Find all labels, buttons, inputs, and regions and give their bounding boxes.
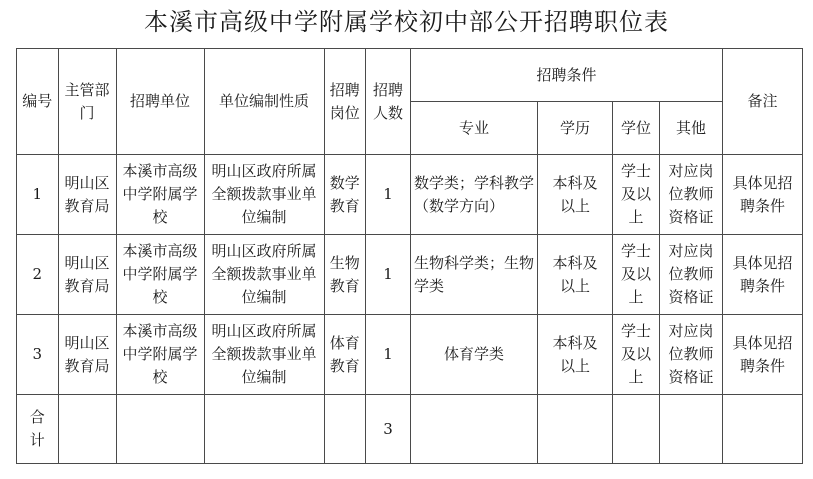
cell-other: 对应岗位教师资格证	[660, 315, 723, 395]
total-empty-cell	[660, 395, 723, 464]
total-empty-cell	[411, 395, 538, 464]
total-label: 合计	[17, 395, 59, 464]
cell-dept: 明山区教育局	[58, 235, 116, 315]
cell-other: 对应岗位教师资格证	[660, 235, 723, 315]
header-conditions: 招聘条件	[411, 49, 723, 102]
cell-education: 本科及以上	[538, 155, 613, 235]
total-row	[17, 395, 803, 464]
cell-major: 数学类；学科教学（数学方向）	[411, 155, 538, 235]
cell-major: 生物科学类；生物学类	[411, 235, 538, 315]
total-count: 3	[366, 395, 411, 464]
total-empty-cell	[204, 395, 324, 464]
cell-unit: 本溪市高级中学附属学校	[116, 315, 204, 395]
total-empty-cell	[613, 395, 660, 464]
cell-no: 3	[17, 315, 59, 395]
total-empty-cell	[538, 395, 613, 464]
cell-unit: 本溪市高级中学附属学校	[116, 235, 204, 315]
cell-remarks: 具体见招聘条件	[723, 235, 803, 315]
table-row	[17, 235, 803, 315]
total-empty-cell	[116, 395, 204, 464]
cell-major: 体育学类	[411, 315, 538, 395]
header-unit-nature: 单位编制性质	[204, 49, 324, 155]
header-other: 其他	[660, 102, 723, 155]
cell-unit-nature: 明山区政府所属全额拨款事业单位编制	[204, 155, 324, 235]
recruitment-table	[16, 48, 803, 464]
cell-post: 数学教育	[324, 155, 366, 235]
header-major: 专业	[411, 102, 538, 155]
cell-unit: 本溪市高级中学附属学校	[116, 155, 204, 235]
header-post: 招聘岗位	[324, 49, 366, 155]
cell-other: 对应岗位教师资格证	[660, 155, 723, 235]
cell-count: 1	[366, 315, 411, 395]
cell-unit-nature: 明山区政府所属全额拨款事业单位编制	[204, 235, 324, 315]
cell-education: 本科及以上	[538, 315, 613, 395]
cell-remarks: 具体见招聘条件	[723, 155, 803, 235]
total-empty-cell	[324, 395, 366, 464]
cell-degree: 学士及以上	[613, 235, 660, 315]
header-no: 编号	[17, 49, 59, 155]
cell-dept: 明山区教育局	[58, 315, 116, 395]
header-count: 招聘人数	[366, 49, 411, 155]
cell-remarks: 具体见招聘条件	[723, 315, 803, 395]
header-degree: 学位	[613, 102, 660, 155]
cell-post: 体育教育	[324, 315, 366, 395]
cell-degree: 学士及以上	[613, 155, 660, 235]
total-empty-cell	[58, 395, 116, 464]
document-title: 本溪市高级中学附属学校初中部公开招聘职位表	[144, 8, 669, 36]
cell-education: 本科及以上	[538, 235, 613, 315]
cell-count: 1	[366, 155, 411, 235]
table-row	[17, 315, 803, 395]
cell-no: 1	[17, 155, 59, 235]
header-remarks: 备注	[723, 49, 803, 155]
table-row	[17, 155, 803, 235]
total-empty-cell	[723, 395, 803, 464]
cell-dept: 明山区教育局	[58, 155, 116, 235]
header-education: 学历	[538, 102, 613, 155]
header-unit: 招聘单位	[116, 49, 204, 155]
header-dept: 主管部门	[58, 49, 116, 155]
cell-post: 生物教育	[324, 235, 366, 315]
header-row	[17, 49, 803, 102]
cell-unit-nature: 明山区政府所属全额拨款事业单位编制	[204, 315, 324, 395]
cell-count: 1	[366, 235, 411, 315]
cell-no: 2	[17, 235, 59, 315]
cell-degree: 学士及以上	[613, 315, 660, 395]
